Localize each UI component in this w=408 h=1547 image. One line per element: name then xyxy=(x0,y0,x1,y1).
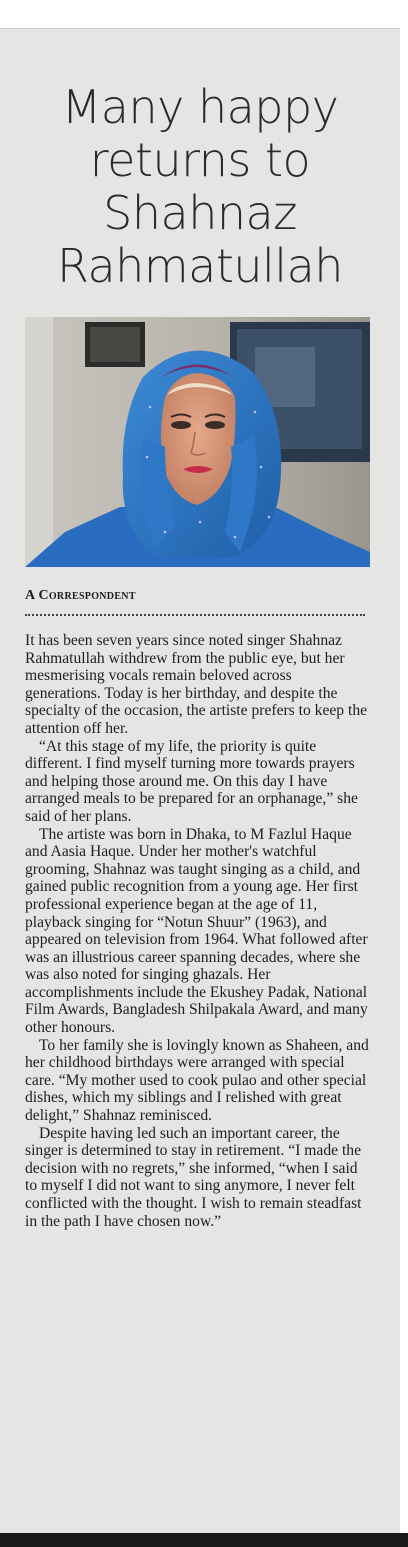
article-paragraph: It has been seven years since noted singer Shahnaz Rahmatullah withdrew from the public eye, but her mesmerising vocals remain beloved across generations. Today is her birthday, and despite the specialty of the occasion, the artiste prefers to keep the attention off her. xyxy=(25,632,368,737)
headline-line: Shahnaz xyxy=(103,186,297,240)
page-margin xyxy=(400,0,408,1547)
portrait-illustration xyxy=(25,317,370,567)
bottom-border xyxy=(0,1533,408,1547)
headline xyxy=(0,81,400,293)
headline-line: Rahmatullah xyxy=(57,239,343,293)
byline: A Correspondent xyxy=(25,588,136,603)
article-paragraph: Despite having led such an important career, the singer is determined to stay in retirement. “I made the decision with no regrets,” she informed, “when I said to myself I did not want to sing anymore, I never felt conflicted with the thought. I wish to remain steadfast in the path I have chosen now.” xyxy=(25,1124,362,1230)
headline-line: Many happy xyxy=(61,80,339,134)
headline-line: returns to xyxy=(89,133,311,187)
portrait-photo xyxy=(25,317,370,567)
article-paragraph: “At this stage of my life, the priority is quite different. I find myself turning more towards prayers and helping those around me. On this day I have arranged meals to be prepared for an orphanage,” she said of her plans. xyxy=(25,737,358,825)
article-body xyxy=(25,632,371,1230)
article-paragraph: To her family she is lovingly known as Shaheen, and her childhood birthdays were arranged with special care. “My mother used to cook pulao and other special dishes, which my siblings and I relished with great delight,” Shahnaz reminisced. xyxy=(25,1036,369,1125)
article-paragraph: The artiste was born in Dhaka, to M Fazlul Haque and Aasia Haque. Under her mother's watchful grooming, Shahnaz was taught singing as a child, and gained public recognition from a young age. Her first professional experience began at the age of 11, playback singing for “Notun Shuur” (1963), and appeared on television from 1964. What followed after was an illustrious career spanning decades, where she was also noted for singing ghazals. Her accomplishments include the Ekushey Padak, National Film Awards, Bangladesh Shilpakala Award, and many other honours. xyxy=(25,825,368,1037)
dotted-divider xyxy=(25,614,365,616)
